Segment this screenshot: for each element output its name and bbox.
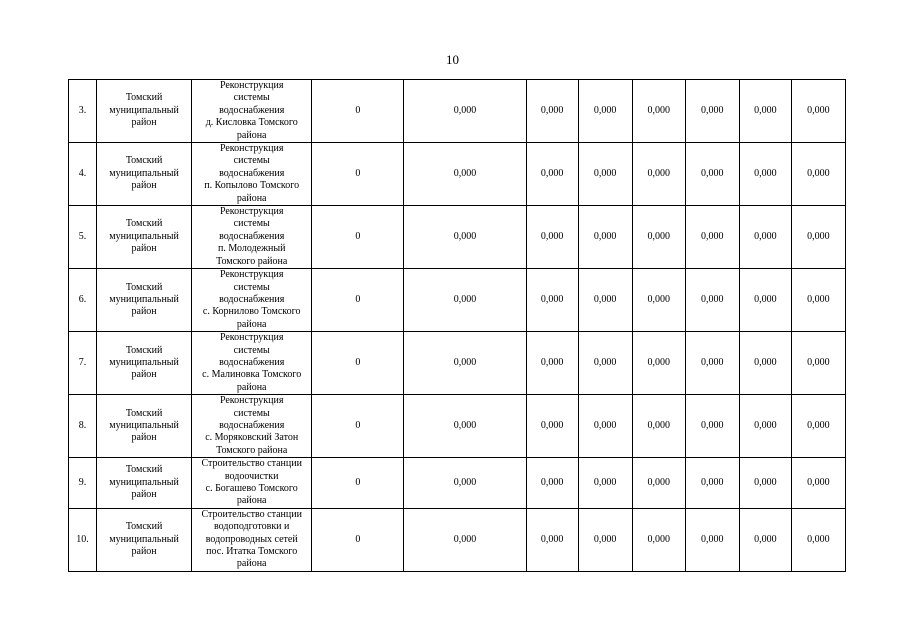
project-cell-line: системы xyxy=(233,407,270,419)
year-value-cell: 0,000 xyxy=(685,143,739,206)
municipality-cell-line: Томский xyxy=(125,92,163,104)
municipality-cell-line: Томский xyxy=(125,464,163,476)
year-value-cell: 0,000 xyxy=(578,269,632,332)
project-cell-line: с. Моряковский Затон xyxy=(205,432,299,444)
municipality-cell-line: Томский xyxy=(125,344,163,356)
year-value-cell: 0,000 xyxy=(632,143,685,206)
year-value-cell: 0,000 xyxy=(632,458,685,509)
year-value-cell: 0,000 xyxy=(791,508,845,571)
project-cell-line: водоснабжения xyxy=(219,356,285,368)
amount-cell: 0,000 xyxy=(404,332,526,395)
year-value-cell: 0,000 xyxy=(791,80,845,143)
count-cell: 0 xyxy=(312,269,404,332)
year-value-cell: 0,000 xyxy=(526,143,578,206)
table-row xyxy=(69,395,846,458)
municipality-cell xyxy=(97,269,192,332)
project-cell-line: п. Молодежный xyxy=(218,243,286,255)
count-cell: 0 xyxy=(312,332,404,395)
page-number: 10 xyxy=(446,52,459,67)
municipality-cell-line: Томский xyxy=(125,521,163,533)
municipality-cell-line: муниципальный xyxy=(109,293,179,305)
table-row xyxy=(69,269,846,332)
project-cell-line: водоснабжения xyxy=(219,419,285,431)
year-value-cell: 0,000 xyxy=(632,395,685,458)
municipality-cell-line: район xyxy=(131,432,157,444)
investment-table xyxy=(68,79,846,572)
project-cell xyxy=(192,458,312,509)
table-row xyxy=(69,458,846,509)
project-cell-line: Томского района xyxy=(216,255,288,267)
year-value-cell: 0,000 xyxy=(632,269,685,332)
year-value-cell: 0,000 xyxy=(791,143,845,206)
year-value-cell: 0,000 xyxy=(739,508,791,571)
amount-cell: 0,000 xyxy=(404,206,526,269)
project-cell-line: водоснабжения xyxy=(219,167,285,179)
project-cell-line: водопроводных сетей xyxy=(205,533,298,545)
project-cell xyxy=(192,269,312,332)
year-value-cell: 0,000 xyxy=(685,80,739,143)
amount-cell: 0,000 xyxy=(404,269,526,332)
project-cell xyxy=(192,508,312,571)
year-value-cell: 0,000 xyxy=(791,332,845,395)
municipality-cell-line: район xyxy=(131,369,157,381)
year-value-cell: 0,000 xyxy=(578,458,632,509)
count-cell: 0 xyxy=(312,458,404,509)
municipality-cell-line: район xyxy=(131,546,157,558)
year-value-cell: 0,000 xyxy=(632,332,685,395)
municipality-cell-line: район xyxy=(131,180,157,192)
project-cell-line: Строительство станции xyxy=(201,508,302,520)
year-value-cell: 0,000 xyxy=(632,80,685,143)
project-cell-line: района xyxy=(236,495,267,507)
project-cell xyxy=(192,395,312,458)
municipality-cell xyxy=(97,332,192,395)
year-value-cell: 0,000 xyxy=(739,458,791,509)
year-value-cell: 0,000 xyxy=(526,508,578,571)
project-cell-line: района xyxy=(236,129,267,141)
municipality-cell xyxy=(97,395,192,458)
amount-cell: 0,000 xyxy=(404,395,526,458)
project-cell xyxy=(192,80,312,143)
project-cell-line: системы xyxy=(233,281,270,293)
municipality-cell-line: район xyxy=(131,489,157,501)
project-cell-line: Реконструкция xyxy=(219,332,284,344)
year-value-cell: 0,000 xyxy=(632,508,685,571)
project-cell-line: системы xyxy=(233,155,270,167)
year-value-cell: 0,000 xyxy=(578,80,632,143)
project-cell-line: системы xyxy=(233,218,270,230)
municipality-cell-line: муниципальный xyxy=(109,356,179,368)
year-value-cell: 0,000 xyxy=(791,206,845,269)
project-cell-line: Реконструкция xyxy=(219,269,284,281)
municipality-cell-line: Томский xyxy=(125,407,163,419)
year-value-cell: 0,000 xyxy=(526,395,578,458)
year-value-cell: 0,000 xyxy=(791,395,845,458)
municipality-cell xyxy=(97,206,192,269)
project-cell xyxy=(192,332,312,395)
project-cell-line: района xyxy=(236,381,267,393)
project-cell-line: п. Копылово Томского xyxy=(204,180,300,192)
row-number: 7. xyxy=(69,332,97,395)
project-cell-line: Реконструкция xyxy=(219,206,284,218)
project-cell-line: водоподготовки и xyxy=(214,521,290,533)
project-cell-line: водоснабжения xyxy=(219,104,285,116)
year-value-cell: 0,000 xyxy=(526,80,578,143)
year-value-cell: 0,000 xyxy=(685,395,739,458)
municipality-cell-line: муниципальный xyxy=(109,104,179,116)
year-value-cell: 0,000 xyxy=(739,206,791,269)
amount-cell: 0,000 xyxy=(404,80,526,143)
year-value-cell: 0,000 xyxy=(685,206,739,269)
project-cell-line: водоснабжения xyxy=(219,293,285,305)
year-value-cell: 0,000 xyxy=(578,508,632,571)
amount-cell: 0,000 xyxy=(404,508,526,571)
count-cell: 0 xyxy=(312,143,404,206)
municipality-cell-line: муниципальный xyxy=(109,419,179,431)
project-cell xyxy=(192,143,312,206)
table-row xyxy=(69,206,846,269)
project-cell-line: водоснабжения xyxy=(219,230,285,242)
project-cell-line: пос. Итатка Томского xyxy=(206,546,298,558)
project-cell-line: Реконструкция xyxy=(219,80,284,91)
project-cell-line: Томского района xyxy=(216,444,288,456)
municipality-cell-line: район xyxy=(131,243,157,255)
project-cell-line: с. Богашево Томского xyxy=(205,483,298,494)
municipality-cell-line: район xyxy=(131,117,157,129)
year-value-cell: 0,000 xyxy=(578,395,632,458)
project-cell xyxy=(192,206,312,269)
count-cell: 0 xyxy=(312,206,404,269)
row-number: 3. xyxy=(69,80,97,143)
project-cell-line: Строительство станции xyxy=(201,458,302,470)
municipality-cell-line: район xyxy=(131,306,157,318)
year-value-cell: 0,000 xyxy=(526,206,578,269)
municipality-cell-line: Томский xyxy=(125,218,163,230)
amount-cell: 0,000 xyxy=(404,143,526,206)
year-value-cell: 0,000 xyxy=(739,80,791,143)
project-cell-line: системы xyxy=(233,92,270,104)
table-row xyxy=(69,508,846,571)
table-row xyxy=(69,80,846,143)
municipality-cell-line: Томский xyxy=(125,155,163,167)
year-value-cell: 0,000 xyxy=(578,332,632,395)
count-cell: 0 xyxy=(312,395,404,458)
count-cell: 0 xyxy=(312,80,404,143)
project-cell-line: с. Корнилово Томского xyxy=(202,306,301,318)
year-value-cell: 0,000 xyxy=(526,332,578,395)
year-value-cell: 0,000 xyxy=(791,458,845,509)
year-value-cell: 0,000 xyxy=(685,332,739,395)
row-number: 9. xyxy=(69,458,97,509)
year-value-cell: 0,000 xyxy=(685,508,739,571)
count-cell: 0 xyxy=(312,508,404,571)
municipality-cell-line: муниципальный xyxy=(109,533,179,545)
municipality-cell-line: Томский xyxy=(125,281,163,293)
year-value-cell: 0,000 xyxy=(685,458,739,509)
row-number: 10. xyxy=(69,508,97,571)
municipality-cell-line: муниципальный xyxy=(109,167,179,179)
project-cell-line: с. Малиновка Томского xyxy=(202,369,302,381)
year-value-cell: 0,000 xyxy=(685,269,739,332)
project-cell-line: района xyxy=(236,558,267,570)
project-cell-line: района xyxy=(236,318,267,330)
year-value-cell: 0,000 xyxy=(578,143,632,206)
row-number: 8. xyxy=(69,395,97,458)
year-value-cell: 0,000 xyxy=(739,332,791,395)
year-value-cell: 0,000 xyxy=(526,458,578,509)
table-row xyxy=(69,143,846,206)
project-cell-line: системы xyxy=(233,344,270,356)
project-cell-line: района xyxy=(236,192,267,204)
row-number: 6. xyxy=(69,269,97,332)
year-value-cell: 0,000 xyxy=(526,269,578,332)
row-number: 5. xyxy=(69,206,97,269)
year-value-cell: 0,000 xyxy=(791,269,845,332)
row-number: 4. xyxy=(69,143,97,206)
municipality-cell-line: муниципальный xyxy=(109,476,179,488)
municipality-cell-line: муниципальный xyxy=(109,230,179,242)
project-cell-line: водоочистки xyxy=(224,470,279,482)
year-value-cell: 0,000 xyxy=(578,206,632,269)
project-cell-line: Реконструкция xyxy=(219,395,284,407)
table-row xyxy=(69,332,846,395)
year-value-cell: 0,000 xyxy=(632,206,685,269)
municipality-cell xyxy=(97,80,192,143)
project-cell-line: Реконструкция xyxy=(219,143,284,155)
municipality-cell xyxy=(97,458,192,509)
project-cell-line: д. Кисловка Томского xyxy=(205,117,298,129)
table-body xyxy=(69,80,846,572)
year-value-cell: 0,000 xyxy=(739,143,791,206)
municipality-cell xyxy=(97,508,192,571)
amount-cell: 0,000 xyxy=(404,458,526,509)
municipality-cell xyxy=(97,143,192,206)
year-value-cell: 0,000 xyxy=(739,269,791,332)
year-value-cell: 0,000 xyxy=(739,395,791,458)
